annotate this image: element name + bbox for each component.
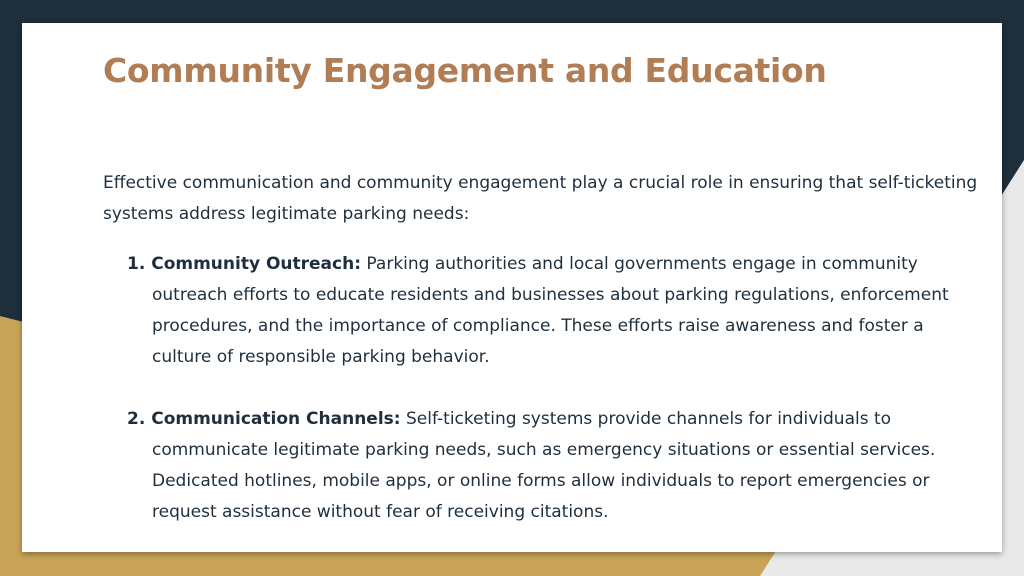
list-item-text: Self-ticketing systems provide channels for individuals to communicate legitimate parking needs, such as emergency situations or essential services. Dedicated hotlines, mobile apps, or online forms allow individuals to report emergencies or request assistance without fear of receiving citations. <box>152 409 936 522</box>
slide-card <box>22 23 1002 552</box>
list-item-text: Parking authorities and local governments engage in community outreach efforts to educate residents and businesses about parking regulations, enforcement procedures, and the importance of compliance. These efforts raise awareness and foster a culture of responsible parking behavior. <box>152 254 949 367</box>
list-item-title: Community Outreach: <box>151 254 362 274</box>
list-item-title: Communication Channels: <box>151 409 401 429</box>
list-item-number: 1. <box>127 254 146 274</box>
slide-title: Community Engagement and Education <box>103 51 827 90</box>
list-item-heading <box>127 409 401 429</box>
list-item-heading <box>127 254 361 274</box>
list-item-number: 2. <box>127 409 146 429</box>
intro-paragraph: Effective communication and community engagement play a crucial role in ensuring that self-ticketing systems address legitimate parking needs: <box>103 173 978 224</box>
numbered-list <box>127 249 982 528</box>
list-item <box>127 249 982 373</box>
list-item <box>127 404 982 528</box>
